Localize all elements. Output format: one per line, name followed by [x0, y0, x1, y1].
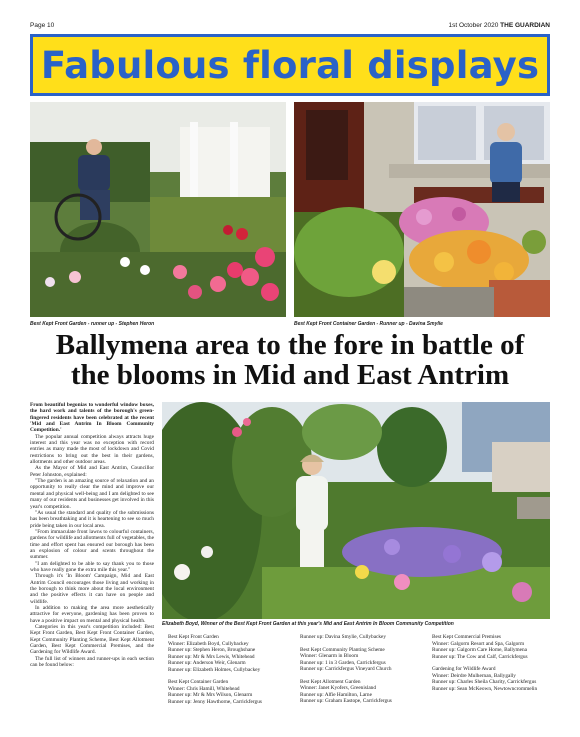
paper-name: THE GUARDIAN [500, 22, 550, 29]
results-line: Runner up: Graham Eastope, Carrickfergus [300, 698, 392, 704]
article-paragraph: "From immaculate front lawns to colourful containers, gardens for wildlife and allotments full of vegetables, the time and effort spent has ensured our borough has been an explosion of colour and scents throughout the summer. [30, 528, 154, 561]
results-line: Winner: Elizabeth Boyd, Cullybackey [168, 640, 249, 647]
results-line: Winner: Galgorm Resort and Spa, Galgorm [432, 640, 525, 647]
article-lead: From beautiful begonias to wonderful window boxes, the hard work and talents of the borough's green-fingered residents have been celebrated at the recent 'Mid and East Antrim In Bloom Community Competition.' [30, 402, 154, 434]
section-banner [30, 34, 550, 96]
photo-caption-main: Elizabeth Boyd, Winner of the Best Kept Front Garden at this year's Mid and East Antrim In Bloom Community Competition [162, 621, 454, 627]
article-paragraph: The popular annual competition always attracts huge interest and this year was no exception with record entries as many made the most of lockdown and Covid restrictions to bring out the best in their gardens, allotments and other outdoor areas. [30, 433, 154, 466]
results-line: Runner up: The Cow and Calf, Carrickfergus [432, 653, 528, 660]
results-line: Runner up: Jenny Hawthorne, Carrickfergus [168, 698, 262, 705]
photo-stephen-heron [30, 102, 286, 317]
banner-title: Fabulous floral displays [40, 43, 540, 87]
results-line: Best Kept Allotment Garden [300, 678, 361, 685]
results-line: Runner up: Davina Smylie, Cullybackey [300, 634, 387, 640]
article-body [30, 402, 154, 668]
results-line: Winner: Janet Kyofers, Greenisland [300, 685, 376, 691]
results-line: Runner up: Elizabeth Holmes, Cullybackey [168, 666, 261, 673]
results-line: Best Kept Container Garden [168, 679, 229, 685]
results-column-2 [300, 634, 392, 705]
page-number: Page 10 [30, 22, 55, 29]
results-line: Runner up: 1 in 3 Garden, Carrickfergus [300, 659, 386, 666]
issue-date: 1st October 2020 [448, 22, 499, 29]
headline-line-2: the blooms in Mid and East Antrim [70, 359, 510, 391]
photo-elizabeth-boyd [162, 402, 550, 619]
issue-info [448, 22, 550, 29]
photo-davina-smylie [294, 102, 550, 317]
results-line: Best Kept Commercial Premises [432, 634, 501, 640]
results-line: Runner up: Charles Sheila Charity, Carrickfergus [432, 679, 537, 685]
article-headline [30, 330, 550, 390]
article-paragraph: Through it's 'In Bloom' Campaign, Mid and East Antrim Council encourages those living and working in the borough to think more about the local environment and the positive effects it can have on people and wildlife. [30, 573, 154, 605]
results-line: Runner up: Mr & Mrs Lewis, Whitehead [168, 653, 255, 660]
headline-line-1: Ballymena area to the fore in battle of [55, 329, 525, 361]
results-line: Runner up: Mr & Mrs Wilson, Glenarm [168, 692, 253, 698]
article-paragraph: As the Mayor of Mid and East Antrim, Councillor Peter Johnston, explained: [30, 465, 154, 478]
results-line: Gardening for Wildlife Award [432, 666, 496, 672]
results-line: Runner up: Carrickfergus Vineyard Church [300, 666, 392, 672]
results-line: Best Kept Community Planting Scheme [300, 646, 385, 653]
article-paragraph: "The garden is an amazing source of relaxation and an opportunity to really clear the mind and improve our mental and physical well-being and I am delighted to see many of our residents and businesses get involved in this year's competition. [30, 478, 154, 510]
article-paragraph: "I am delighted to be able to say thank you to those who have really gone the extra mile this year." [30, 560, 154, 573]
results-column-3 [432, 634, 552, 692]
results-line: Best Kept Front Garden [168, 634, 219, 640]
results-line: Winner: Chris Hamill, Whitehead [168, 685, 240, 692]
results-line: Runner up: Sean McKeown, Newtowncrommelin [432, 685, 538, 692]
photo-caption-top-left: Best Kept Front Garden - runner up - Stephen Heron [30, 321, 155, 327]
article-paragraph: In addition to making the area more aesthetically attractive for everyone, gardening has been proven to have a positive impact on mental and physical health. [30, 605, 154, 624]
banner-inner [33, 37, 547, 93]
page-header [30, 22, 550, 32]
article-paragraph: "As usual the standard and quality of the submissions has been breathtaking and it is heartening to see so much pride being taken in our local area. [30, 509, 154, 529]
article-paragraph: The full list of winners and runner-ups in each section can be found below: [30, 655, 154, 669]
results-line: Winner: Deirdre Mulhernan, Ballygally [432, 672, 516, 679]
results-line: Runner up: Galgorm Care Home, Ballymena [432, 647, 528, 653]
results-line: Runner up: Stephen Heron, Broughshane [168, 647, 256, 653]
results-column-1 [168, 634, 262, 705]
results-line: Runner up: Anderson Weir, Glenarm [168, 660, 246, 666]
article-paragraph: Categories in this year's competition included: Best Kept Front Garden, Best Kept Front Container Garden, Kept Community Planting Scheme, Best Kept Allotment Garden, Best Kept Commercial Premises, and the Gardening for Wildlife Award. [30, 624, 154, 656]
results-line: Runner up: Alfie Hamilton, Larne [300, 691, 372, 698]
results-line: Winner: Glenarm in Bloom [300, 653, 359, 659]
photo-caption-top-right: Best Kept Front Container Garden - Runner up - Davina Smylie [294, 321, 443, 327]
